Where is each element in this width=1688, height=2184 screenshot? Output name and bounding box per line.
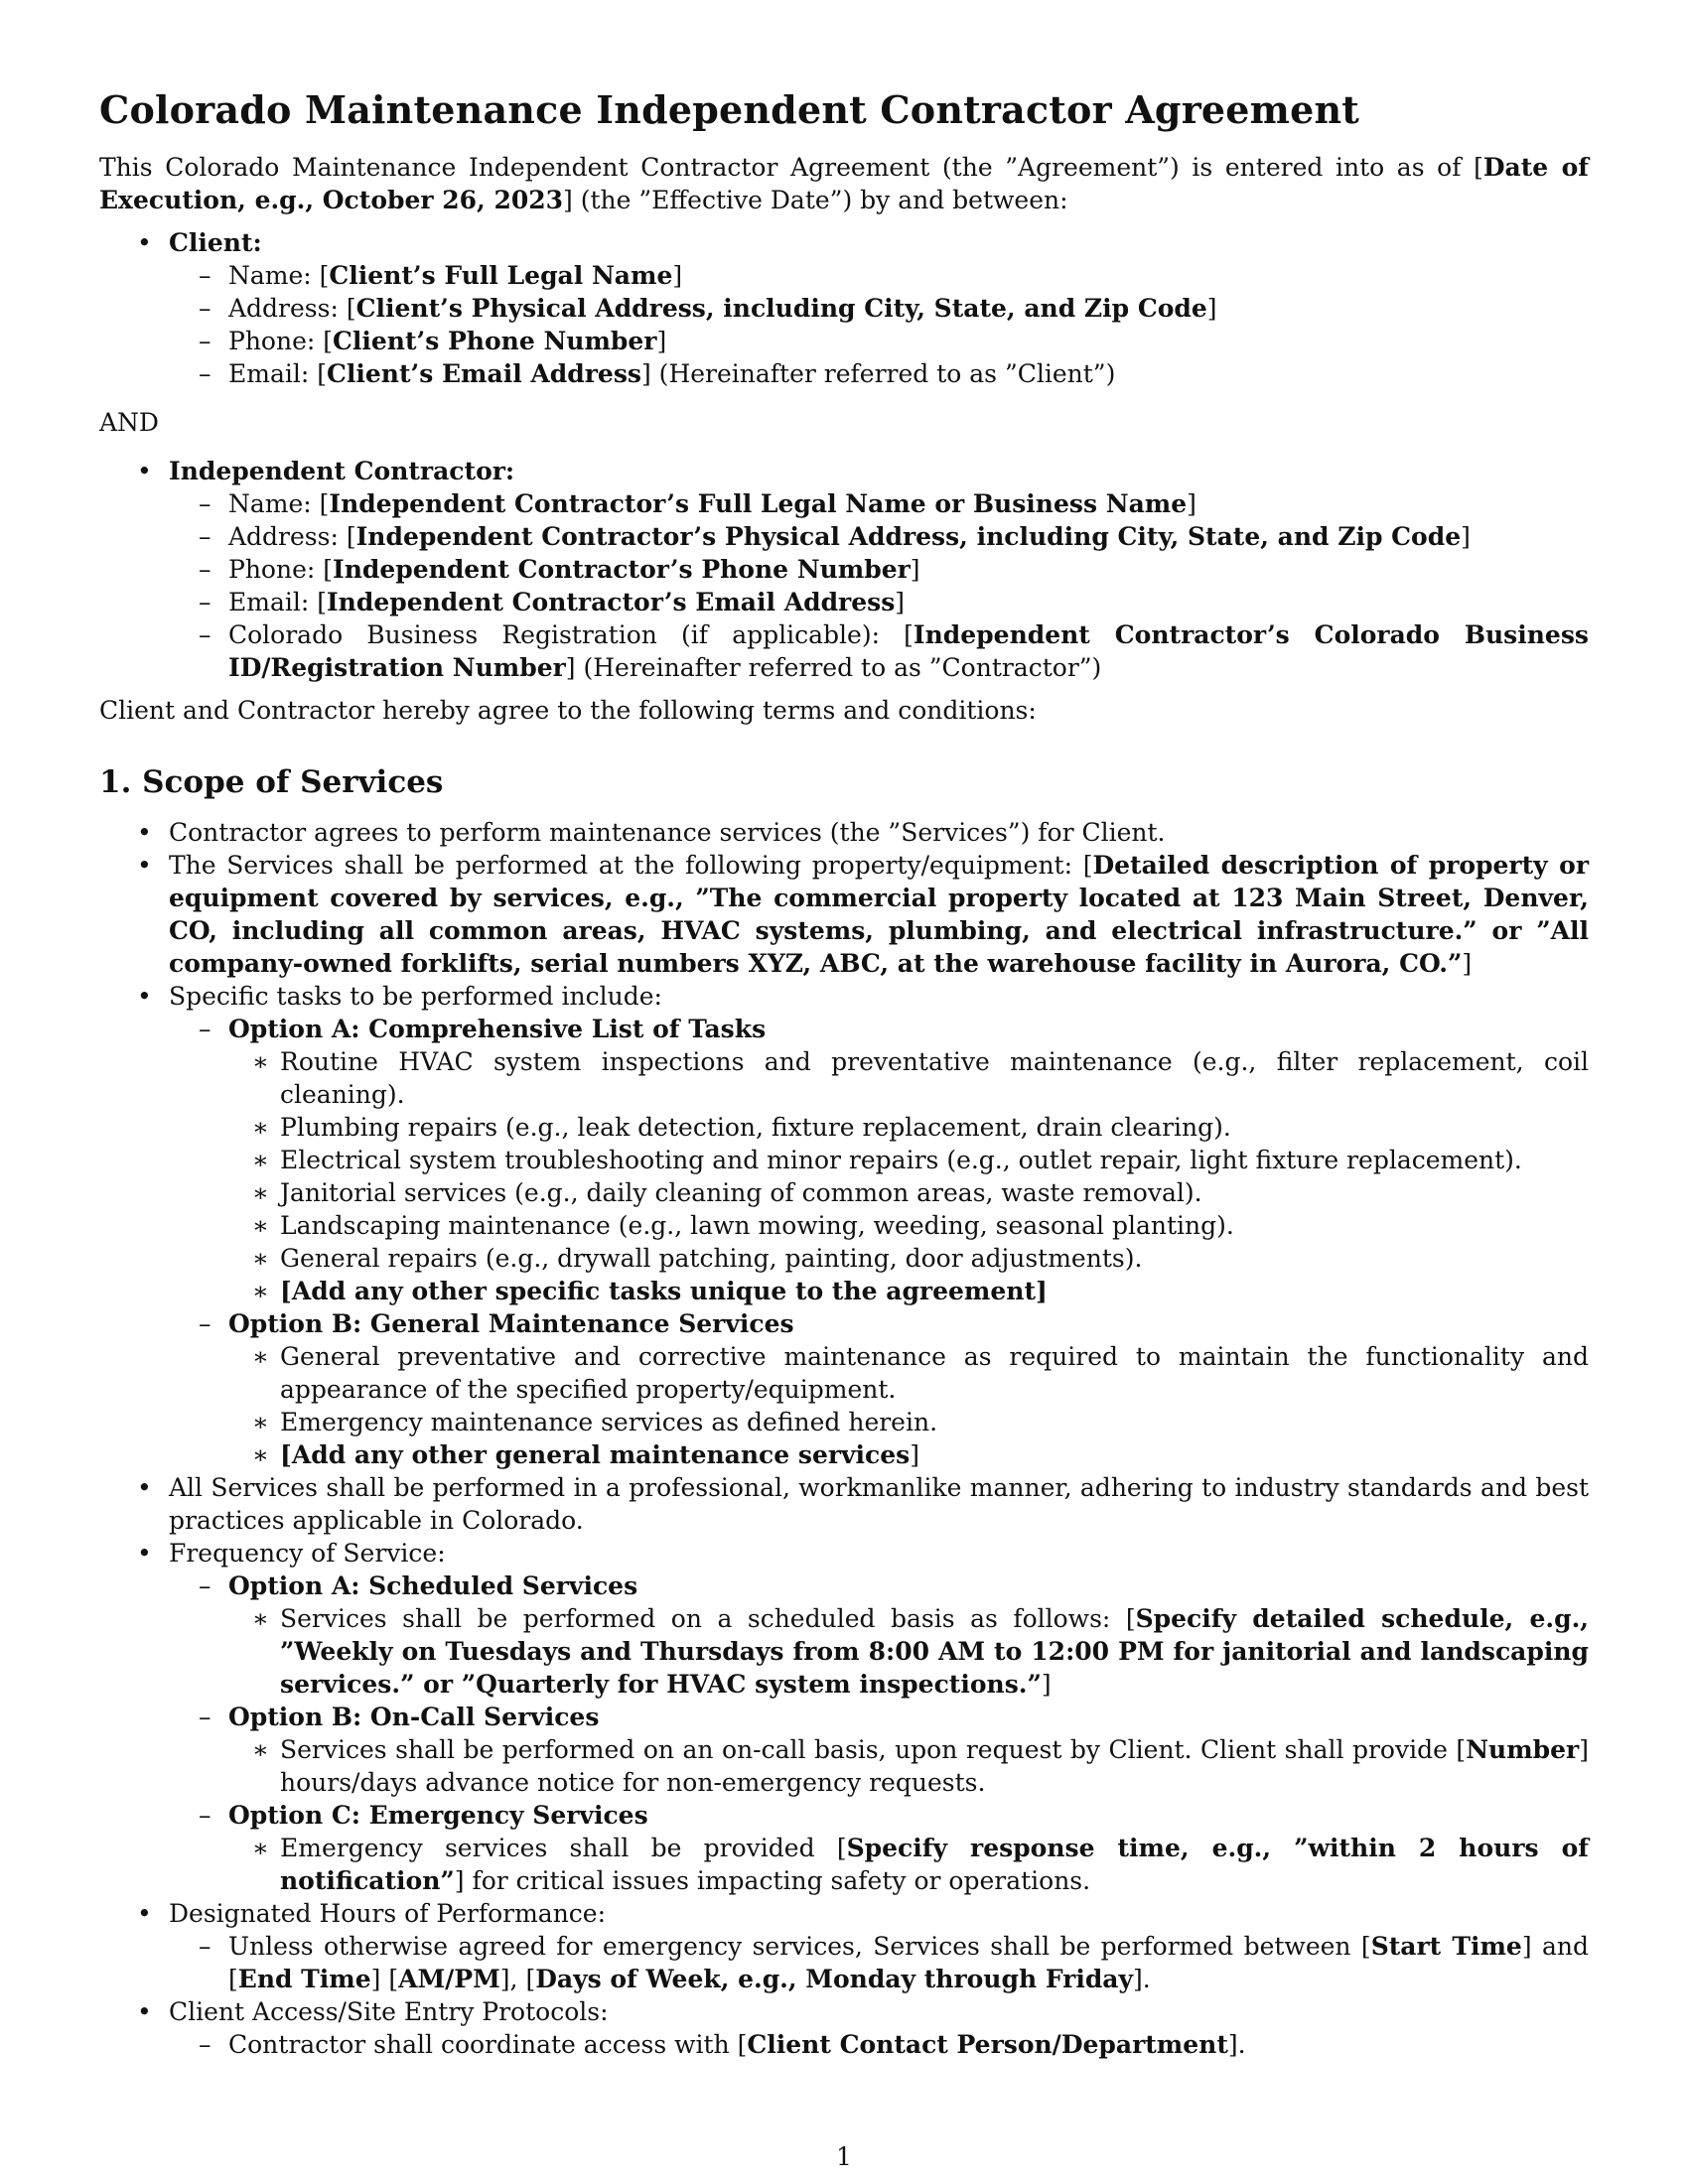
- task-item: [228, 1438, 1589, 1471]
- label: Name: [: [228, 489, 330, 518]
- text: Contractor shall coordinate access with [: [228, 2030, 748, 2059]
- text: Client Access/Site Entry Protocols:: [169, 1997, 609, 2026]
- hours-line: [169, 1930, 1589, 1995]
- contractor-address-line: – Address: [Independent Contractor’s Physical Address, including City, State, and Zip Code]: [169, 520, 1589, 553]
- detail-item: [228, 1733, 1589, 1799]
- client-email-line: [169, 357, 1589, 390]
- days-placeholder: Days of Week, e.g., Monday through Friday: [535, 1965, 1134, 1993]
- contractor-details: [169, 487, 1589, 684]
- label: Email: [: [228, 359, 327, 388]
- notice-placeholder: Number: [1466, 1735, 1580, 1764]
- task-item: ∗ Janitorial services (e.g., daily cleaning of common areas, waste removal).: [228, 1176, 1589, 1209]
- text: ] [: [370, 1965, 399, 1993]
- client-name-line: – Name: [Client’s Full Legal Name]: [169, 259, 1589, 292]
- text: Frequency of Service:: [169, 1539, 446, 1568]
- task-placeholder: [Add any other specific tasks unique to the agreement]: [280, 1277, 1048, 1305]
- label: Colorado Business Registration (if applicable): [: [228, 620, 914, 649]
- text: ] for critical issues impacting safety or operations.: [454, 1866, 1091, 1895]
- contractor-heading: Independent Contractor:: [169, 457, 515, 485]
- intro-paragraph: [99, 151, 1589, 216]
- task-item: ∗ General preventative and corrective maintenance as required to maintain the functionality and appearance of the specified property/equipment.: [228, 1340, 1589, 1406]
- contact-placeholder: Client Contact Person/Department: [747, 2030, 1228, 2059]
- label: Address: [: [228, 294, 356, 323]
- intro-text-2: ] (the ”Effective Date”) by and between:: [563, 186, 1068, 214]
- task-item: ∗ Plumbing repairs (e.g., leak detection, fixture replacement, drain clearing).: [228, 1111, 1589, 1144]
- text: Designated Hours of Performance:: [169, 1899, 607, 1928]
- contractor-block: [99, 455, 1589, 684]
- task-options: [169, 1013, 1589, 1471]
- start-time-placeholder: Start Time: [1370, 1932, 1522, 1961]
- task-placeholder: [Add any other general maintenance services: [280, 1440, 911, 1469]
- schedule-placeholder: Specify detailed schedule, e.g., ”Weekly on Tuesdays and Thursdays from 8:00 AM to 12:00 PM for janitorial and landscaping services.” or ”Quarterly for HVAC system inspections.”: [280, 1604, 1589, 1699]
- task-item: ∗ Electrical system troubleshooting and minor repairs (e.g., outlet repair, light fixture replacement).: [228, 1144, 1589, 1176]
- scope-item: • Contractor agrees to perform maintenance services (the ”Services”) for Client.: [99, 816, 1589, 849]
- scope-item: • All Services shall be performed in a professional, workmanlike manner, adhering to industry standards and best practices applicable in Colorado.: [99, 1471, 1589, 1537]
- scope-item: [99, 1897, 1589, 1995]
- client-item: [99, 226, 1589, 390]
- text: Specific tasks to be performed include:: [169, 982, 662, 1011]
- text: ].: [1133, 1965, 1151, 1993]
- contractor-email-line: – Email: [Independent Contractor’s Email Address]: [169, 586, 1589, 618]
- client-details: [169, 259, 1589, 390]
- response-time-placeholder: Specify response time, e.g., ”within 2 hours of notification”: [280, 1834, 1589, 1895]
- contractor-phone-line: – Phone: [Independent Contractor’s Phone Number]: [169, 553, 1589, 586]
- text: Services shall be performed on an on-call basis, upon request by Client. Client shall provide [: [280, 1735, 1467, 1764]
- scope-item: [99, 1537, 1589, 1897]
- text: ] hours/days advance notice for non-emergency requests.: [280, 1735, 1589, 1797]
- label: Email: [: [228, 588, 327, 616]
- frequency-b-details: [228, 1733, 1589, 1799]
- label: Address: [: [228, 522, 356, 551]
- task-item: ∗ General repairs (e.g., drywall patching, painting, door adjustments).: [228, 1242, 1589, 1275]
- client-block: [99, 226, 1589, 390]
- option-a-tasks: [228, 1045, 1589, 1307]
- label: Name: [: [228, 261, 330, 290]
- detail-item: [228, 1602, 1589, 1701]
- scope-list: [99, 816, 1589, 2061]
- frequency-option-a: [169, 1570, 1589, 1701]
- task-item: ∗ Emergency maintenance services as defined herein.: [228, 1406, 1589, 1438]
- label: ] (Hereinafter referred to as ”Contractor”): [565, 653, 1102, 682]
- contractor-registration-placeholder: Independent Contractor’s Colorado Business ID/Registration Number: [228, 620, 1589, 682]
- frequency-options: [169, 1570, 1589, 1897]
- date-placeholder: Date of Execution, e.g., October 26, 2023: [99, 153, 1590, 214]
- hours-details: [169, 1930, 1589, 1995]
- task-item: ∗ Landscaping maintenance (e.g., lawn mowing, weeding, seasonal planting).: [228, 1209, 1589, 1242]
- contractor-email-placeholder: Independent Contractor’s Email Address: [326, 588, 896, 616]
- am-pm-placeholder: AM/PM: [398, 1965, 500, 1993]
- contractor-item: [99, 455, 1589, 684]
- frequency-option-b: [169, 1701, 1589, 1799]
- frequency-c-title: Option C: Emergency Services: [228, 1801, 648, 1830]
- text: ], [: [499, 1965, 536, 1993]
- property-placeholder: Detailed description of property or equipment covered by services, e.g., ”The commercial property located at 123 Main Street, Denver, CO, including all common areas, HVAC systems, plumbing, and electrical infrastructure.” or ”All company-owned forklifts, serial numbers XYZ, ABC, at the warehouse facility in Aurora, CO.”: [169, 851, 1589, 978]
- section-1-heading: 1. Scope of Services: [99, 764, 444, 800]
- text: ].: [1227, 2030, 1246, 2059]
- option-a: [169, 1013, 1589, 1307]
- label: Phone: [: [228, 555, 333, 584]
- access-details: [169, 2028, 1589, 2061]
- page-number: 1: [836, 2142, 852, 2171]
- option-b-title: Option B: General Maintenance Services: [228, 1309, 794, 1338]
- end-time-placeholder: End Time: [237, 1965, 371, 1993]
- client-phone-placeholder: Client’s Phone Number: [333, 327, 657, 355]
- text: Services shall be performed on a scheduled basis as follows: [: [280, 1604, 1136, 1633]
- contractor-name-line: – Name: [Independent Contractor’s Full Legal Name or Business Name]: [169, 487, 1589, 520]
- detail-item: [228, 1832, 1589, 1897]
- label: Phone: [: [228, 327, 333, 355]
- intro-text-1: This Colorado Maintenance Independent Contractor Agreement (the ”Agreement”) is entered into as of [: [99, 153, 1483, 182]
- frequency-a-title: Option A: Scheduled Services: [228, 1571, 638, 1600]
- and-separator: AND: [99, 408, 159, 437]
- option-b: [169, 1307, 1589, 1471]
- client-phone-line: – Phone: [Client’s Phone Number]: [169, 325, 1589, 357]
- frequency-a-details: [228, 1602, 1589, 1701]
- client-name-placeholder: Client’s Full Legal Name: [329, 261, 673, 290]
- text: ] and [: [228, 1932, 1589, 1993]
- text: Unless otherwise agreed for emergency services, Services shall be performed between [: [228, 1932, 1371, 1961]
- document-title: Colorado Maintenance Independent Contractor Agreement: [99, 87, 1360, 132]
- text: ]: [1462, 949, 1473, 978]
- frequency-b-title: Option B: On-Call Services: [228, 1703, 600, 1731]
- scope-item: [99, 1995, 1589, 2061]
- text: ]: [1041, 1670, 1052, 1699]
- option-b-tasks: [228, 1340, 1589, 1471]
- client-heading: Client:: [169, 228, 262, 257]
- client-email-placeholder: Client’s Email Address: [326, 359, 641, 388]
- client-address-placeholder: Client’s Physical Address, including City, State, and Zip Code: [355, 294, 1207, 323]
- contractor-phone-placeholder: Independent Contractor’s Phone Number: [333, 555, 911, 584]
- scope-item: [99, 980, 1589, 1471]
- contractor-address-placeholder: Independent Contractor’s Physical Address, including City, State, and Zip Code: [355, 522, 1462, 551]
- label: ] (Hereinafter referred to as ”Client”): [640, 359, 1116, 388]
- agreement-statement: Client and Contractor hereby agree to the following terms and conditions:: [99, 696, 1037, 725]
- client-address-line: – Address: [Client’s Physical Address, including City, State, and Zip Code]: [169, 292, 1589, 325]
- document-page: [99, 87, 1589, 2061]
- text: Emergency services shall be provided [: [280, 1834, 847, 1862]
- text: The Services shall be performed at the following property/equipment: [: [169, 851, 1093, 880]
- contractor-registration-line: [169, 618, 1589, 684]
- task-item: ∗ Routine HVAC system inspections and preventative maintenance (e.g., filter replacement, coil cleaning).: [228, 1045, 1589, 1111]
- frequency-option-c: [169, 1799, 1589, 1897]
- scope-item: [99, 849, 1589, 980]
- access-line: [169, 2028, 1589, 2061]
- frequency-c-details: [228, 1832, 1589, 1897]
- task-item: [228, 1275, 1589, 1307]
- contractor-name-placeholder: Independent Contractor’s Full Legal Name or Business Name: [329, 489, 1188, 518]
- option-a-title: Option A: Comprehensive List of Tasks: [228, 1015, 767, 1043]
- text: ]: [910, 1440, 920, 1469]
